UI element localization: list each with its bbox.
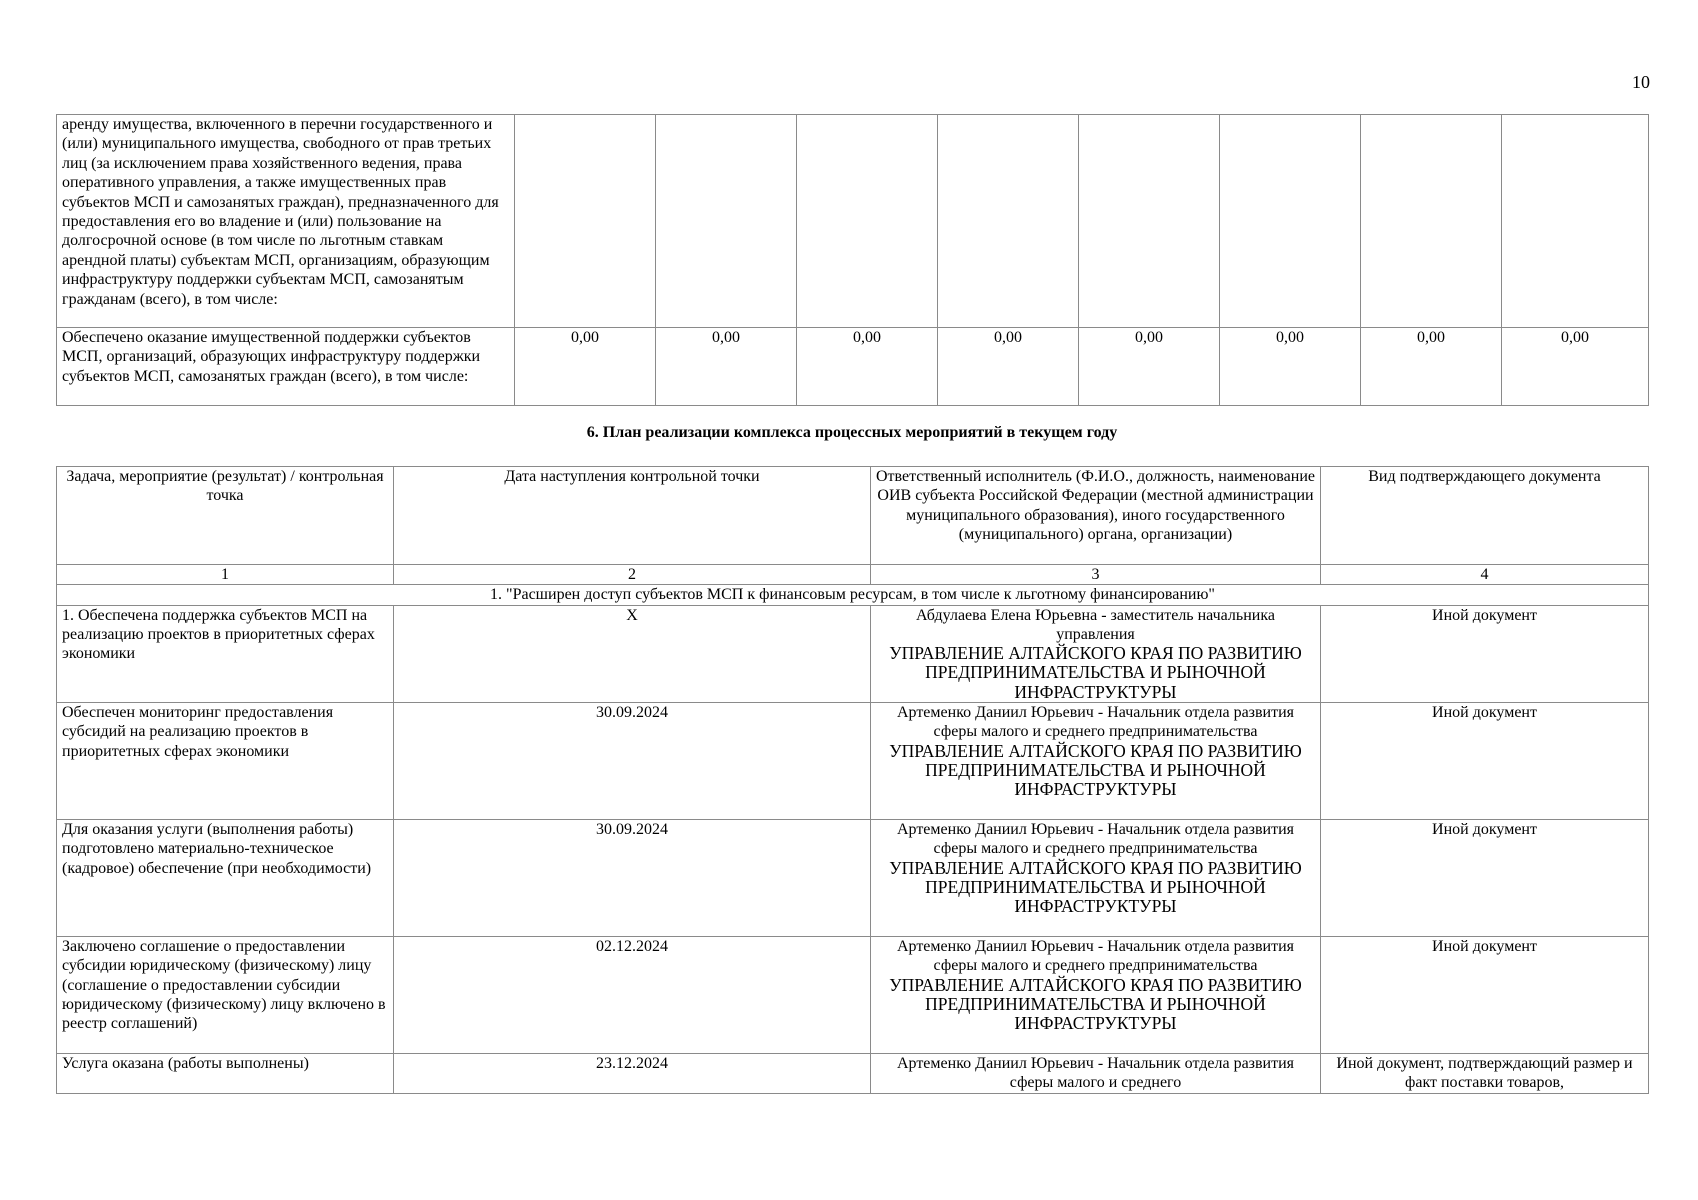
value-cell bbox=[1079, 115, 1220, 328]
page-number: 10 bbox=[1632, 72, 1650, 92]
row-label: Обеспечено оказание имущественной поддержки субъектов МСП, организаций, образующих инфраструктуру поддержки субъектов МСП, самозанятых граждан (всего), в том числе: bbox=[57, 328, 515, 406]
date-cell: 02.12.2024 bbox=[394, 937, 871, 1054]
responsible-organization: УПРАВЛЕНИЕ АЛТАЙСКОГО КРАЯ ПО РАЗВИТИЮ ПРЕДПРИНИМАТЕЛЬСТВА И РЫНОЧНОЙ ИНФРАСТРУКТУРЫ bbox=[889, 740, 1302, 800]
value-cell: 0,00 bbox=[656, 328, 797, 406]
date-cell: 30.09.2024 bbox=[394, 820, 871, 937]
task-cell: 1. Обеспечена поддержка субъектов МСП на реализацию проектов в приоритетных сферах экономики bbox=[57, 605, 394, 702]
document-cell: Иной документ bbox=[1321, 937, 1649, 1054]
value-cell: 0,00 bbox=[1079, 328, 1220, 406]
group-title: 1. "Расширен доступ субъектов МСП к финансовым ресурсам, в том числе к льготному финансированию" bbox=[57, 585, 1649, 605]
value-cell bbox=[797, 115, 938, 328]
value-cell bbox=[1361, 115, 1502, 328]
document-cell: Иной документ bbox=[1321, 703, 1649, 820]
responsible-cell bbox=[871, 605, 1321, 702]
task-cell: Обеспечен мониторинг предоставления субсидий на реализацию проектов в приоритетных сферах экономики bbox=[57, 703, 394, 820]
responsible-organization: УПРАВЛЕНИЕ АЛТАЙСКОГО КРАЯ ПО РАЗВИТИЮ ПРЕДПРИНИМАТЕЛЬСТВА И РЫНОЧНОЙ ИНФРАСТРУКТУРЫ bbox=[889, 857, 1302, 917]
responsible-person: Артеменко Даниил Юрьевич - Начальник отдела развития сферы малого и среднего предпринимательства bbox=[896, 938, 1295, 975]
value-cell: 0,00 bbox=[797, 328, 938, 406]
document-cell: Иной документ bbox=[1321, 820, 1649, 937]
responsible-person: Артеменко Даниил Юрьевич - Начальник отдела развития сферы малого и среднего предпринимательства bbox=[896, 704, 1295, 741]
value-cell bbox=[938, 115, 1079, 328]
value-cell: 0,00 bbox=[1502, 328, 1649, 406]
column-index: 2 bbox=[394, 565, 871, 585]
date-cell: X bbox=[394, 605, 871, 702]
table-row bbox=[57, 328, 1649, 406]
responsible-cell bbox=[871, 1054, 1321, 1094]
value-cell bbox=[1502, 115, 1649, 328]
column-header: Вид подтверждающего документа bbox=[1321, 467, 1649, 565]
group-row bbox=[57, 585, 1649, 605]
value-cell bbox=[515, 115, 656, 328]
date-cell: 30.09.2024 bbox=[394, 703, 871, 820]
value-cell: 0,00 bbox=[938, 328, 1079, 406]
responsible-cell bbox=[871, 937, 1321, 1054]
table-row bbox=[57, 1054, 1649, 1094]
table-row bbox=[57, 937, 1649, 1054]
value-cell bbox=[656, 115, 797, 328]
date-cell: 23.12.2024 bbox=[394, 1054, 871, 1094]
column-index: 1 bbox=[57, 565, 394, 585]
task-cell: Услуга оказана (работы выполнены) bbox=[57, 1054, 394, 1094]
task-cell: Для оказания услуги (выполнения работы) подготовлено материально-техническое (кадровое) обеспечение (при необходимости) bbox=[57, 820, 394, 937]
plan-table bbox=[56, 466, 1649, 1094]
responsible-organization: УПРАВЛЕНИЕ АЛТАЙСКОГО КРАЯ ПО РАЗВИТИЮ ПРЕДПРИНИМАТЕЛЬСТВА И РЫНОЧНОЙ ИНФРАСТРУКТУРЫ bbox=[889, 643, 1302, 702]
document-cell: Иной документ, подтверждающий размер и факт поставки товаров, bbox=[1321, 1054, 1649, 1094]
row-label: аренду имущества, включенного в перечни государственного и (или) муниципального имущества, свободного от прав третьих лиц (за исключением права хозяйственного ведения, права оперативного управления, а также имущественных прав субъектов МСП и самозанятых граждан), предназначенного для предоставления его во владение и (или) пользование на долгосрочной основе (в том числе по льготным ставкам арендной платы) субъектам МСП, организациям, образующим инфраструктуру поддержки субъектам МСП, самозанятым гражданам (всего), в том числе: bbox=[57, 115, 515, 328]
column-header: Задача, мероприятие (результат) / контрольная точка bbox=[57, 467, 394, 565]
table-header-row bbox=[57, 467, 1649, 565]
responsible-cell bbox=[871, 703, 1321, 820]
column-header: Дата наступления контрольной точки bbox=[394, 467, 871, 565]
responsible-person: Артеменко Даниил Юрьевич - Начальник отдела развития сферы малого и среднего bbox=[896, 1055, 1295, 1092]
section-title: 6. План реализации комплекса процессных мероприятий в текущем году bbox=[586, 424, 1118, 441]
column-index-row bbox=[57, 565, 1649, 585]
table-row bbox=[57, 115, 1649, 328]
task-cell: Заключено соглашение о предоставлении субсидии юридическому (физическому) лицу (соглашение о предоставлении субсидии юридическому (физическому) лицу включено в реестр соглашений) bbox=[57, 937, 394, 1054]
responsible-cell bbox=[871, 820, 1321, 937]
table-row bbox=[57, 605, 1649, 702]
table-row bbox=[57, 703, 1649, 820]
table-row bbox=[57, 820, 1649, 937]
value-cell: 0,00 bbox=[1220, 328, 1361, 406]
column-index: 3 bbox=[871, 565, 1321, 585]
value-cell: 0,00 bbox=[1361, 328, 1502, 406]
value-cell bbox=[1220, 115, 1361, 328]
responsible-organization: УПРАВЛЕНИЕ АЛТАЙСКОГО КРАЯ ПО РАЗВИТИЮ ПРЕДПРИНИМАТЕЛЬСТВА И РЫНОЧНОЙ ИНФРАСТРУКТУРЫ bbox=[889, 974, 1302, 1034]
responsible-person: Артеменко Даниил Юрьевич - Начальник отдела развития сферы малого и среднего предпринимательства bbox=[896, 821, 1295, 858]
value-cell: 0,00 bbox=[515, 328, 656, 406]
column-index: 4 bbox=[1321, 565, 1649, 585]
responsible-person: Абдулаева Елена Юрьевна - заместитель начальника управления bbox=[916, 606, 1275, 643]
document-cell: Иной документ bbox=[1321, 605, 1649, 702]
indicators-table bbox=[56, 114, 1649, 406]
column-header: Ответственный исполнитель (Ф.И.О., должность, наименование ОИВ субъекта Российской Федерации (местной администрации муниципального образования), иного государственного (муниципального) органа, организации) bbox=[871, 467, 1321, 565]
